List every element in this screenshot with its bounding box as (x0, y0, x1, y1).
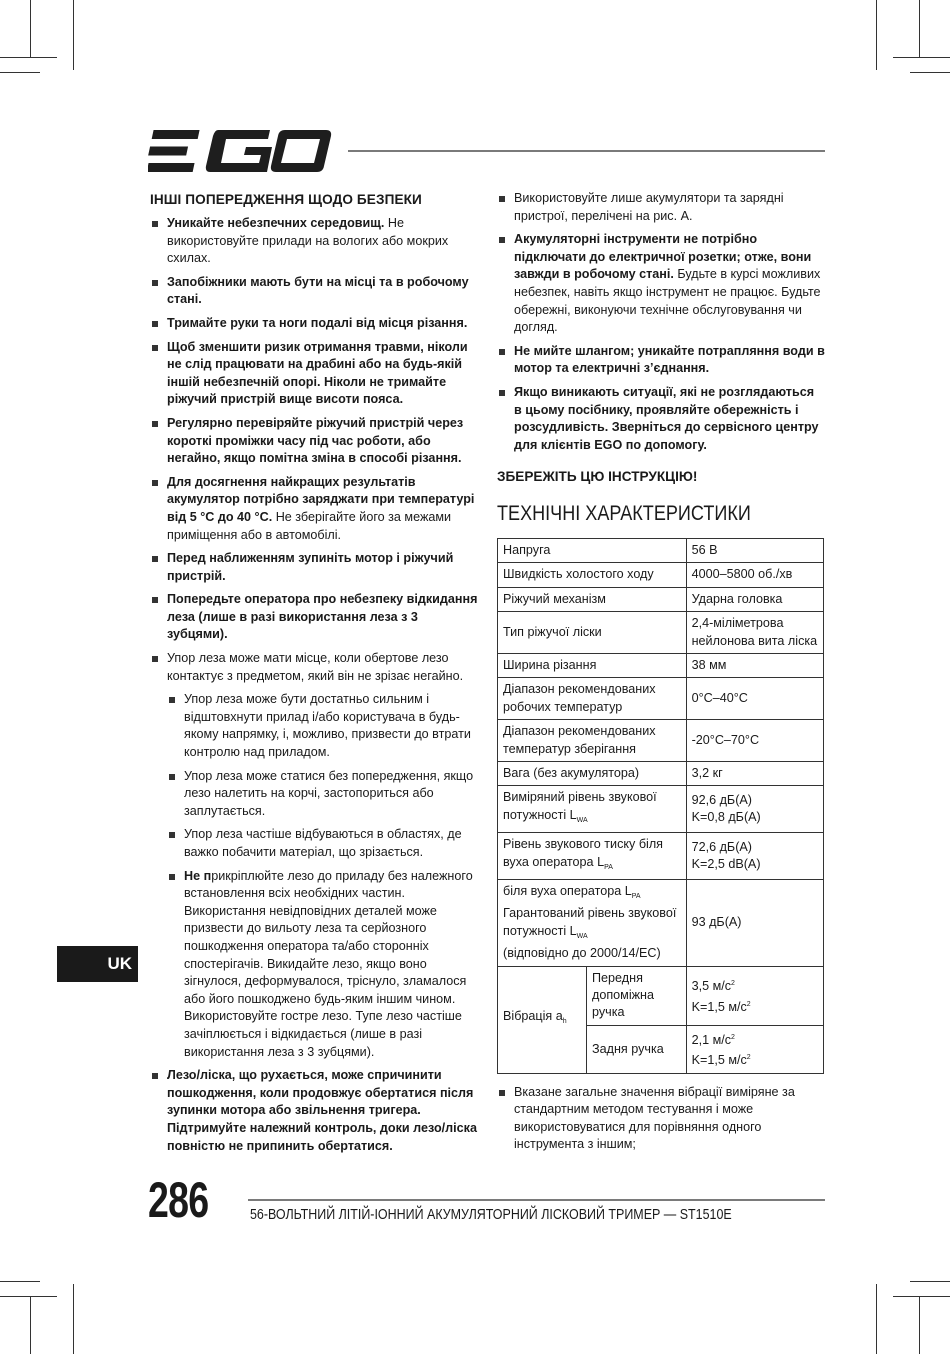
table-row (498, 587, 824, 611)
sub-list-item: Упор леза частіше відбуваються в областях, де важко побачити матеріал, що зрізається. (167, 826, 478, 861)
language-tab: UK (57, 946, 138, 982)
table-row (498, 833, 824, 880)
spec-label: Ріжучий механізм (498, 587, 687, 611)
table-row (498, 653, 824, 677)
sub-list-item: Упор леза може статися без попередження, якщо лезо налетить на корчі, застопориться або заплутається. (167, 768, 478, 821)
footer-title: 56-ВОЛЬТНИЙ ЛІТІЙ-ІОННИЙ АКУМУЛЯТОРНИЙ ЛІСКОВИЙ ТРИМЕР — ST1510E (250, 1207, 732, 1223)
right-column (497, 190, 825, 1160)
list-item: Використовуйте лише акумулятори та зарядні пристрої, перелічені на рис. A. (497, 190, 825, 225)
crop-mark (919, 1297, 920, 1354)
spec-value: 3,2 кг (686, 761, 823, 785)
sub-list-item: Не прикріплюйте лезо до приладу без належного встановлення всіх необхідних частин. Використання невідповідних деталей може призвести до вильоту леза та серйозного пошкодження оператора та/або сторонніх спостерігачів. Викидайте лезо, якщо воно зігнулося, деформувалося, тріснуло, зламалося або його пошкоджено будь-яким іншим чином. Використовуйте гостре лезо. Тупе лезо частіше зачіплюється і відкидається (лише в разі використання леза з 3 зубцями). (167, 868, 478, 1062)
spec-value: 3,5 $м/с^2$ K=1,5 $м/с^2$ (686, 966, 823, 1025)
crop-mark (30, 0, 31, 57)
crop-mark (910, 1281, 950, 1282)
spec-label: Діапазон рекомендованих температур зберігання (498, 720, 687, 762)
list-item: Щоб зменшити ризик отримання травми, ніколи не слід працювати на драбині або на будь-якій іншій небезпечній опорі. Ніколи не тримайте ріжучий пристрій вище висоти пояса. (150, 339, 478, 409)
warnings-list (150, 215, 478, 1155)
spec-label: Тип ріжучої ліски (498, 612, 687, 654)
spec-label: Напруга (498, 538, 687, 562)
table-row (498, 612, 824, 654)
kickback-sublist (167, 691, 478, 1061)
sub-list-item: Упор леза може бути достатньо сильним і відштовхнути прилад і/або користувача в будь-якому напрямку, і, можливо, призвести до втрати контролю над приладом. (167, 691, 478, 761)
table-row (498, 538, 824, 562)
spec-sublabel: Задня ручка (587, 1025, 687, 1073)
table-row (498, 880, 824, 967)
spec-sublabel: Передня допоміжна ручка (587, 966, 687, 1025)
list-item: Запобіжники мають бути на місці та в робочому стані. (150, 274, 478, 309)
spec-label: Вага (без акумулятора) (498, 761, 687, 785)
crop-mark (73, 0, 74, 70)
vibration-note-list (497, 1084, 825, 1154)
list-item: Вказане загальне значення вібрації виміряне за стандартним методом тестування і може використовуватися для порівняння одного інструмента з іншим; (497, 1084, 825, 1154)
spec-value: Ударна головка (686, 587, 823, 611)
spec-label: Вібрація $a_h$ (498, 966, 587, 1073)
page-number: 286 (148, 1172, 209, 1228)
spec-value: 2,1 $м/с^2$ K=1,5 $м/с^2$ (686, 1025, 823, 1073)
ego-logo (148, 128, 333, 174)
spec-value: 2,4-міліметрова нейлонова вита ліска (686, 612, 823, 654)
spec-value: -20°C–70°C (686, 720, 823, 762)
table-row (498, 563, 824, 587)
list-item: Не мийте шлангом; уникайте потрапляння води в мотор та електричні з’єднання. (497, 343, 825, 378)
crop-mark (910, 72, 950, 73)
warnings-list-continued (497, 190, 825, 454)
crop-mark (0, 1296, 57, 1297)
crop-mark (0, 1281, 40, 1282)
specs-table (497, 538, 824, 1074)
crop-mark (893, 1296, 950, 1297)
footer-rule (248, 1199, 825, 1201)
specs-title: ТЕХНІЧНІ ХАРАКТЕРИСТИКИ (497, 501, 751, 525)
list-item: Перед наближенням зупиніть мотор і ріжучий пристрій. (150, 550, 478, 585)
list-item: Упор леза може мати місце, коли обертове лезо контактує з предметом, який він не зрізає негайно. Упор леза може бути достатньо сильним і відштовхнути прилад і/або користувача в будь-якому напрямку, і, можливо, призвести до втрати контролю над приладом. Упор леза може статися без попередження, якщо лезо налетить на корчі, застопориться або заплутається. Упор леза частіше відбуваються в областях, де важко побачити матеріал, що зрізається. Не прикріплюйте лезо до приладу без належного встановлення всіх необхідних частин. Використання невідповідних деталей може призвести до вильоту леза та серйозного пошкодження оператора та/або сторонніх спостерігачів. Викидайте лезо, якщо воно зігнулося, деформувалося, тріснуло, зламалося або його пошкоджено будь-яким іншим чином. Використовуйте гостре лезо. Тупе лезо частіше зачіплюється і відкидається (лише в разі використання леза з 3 зубцями). (150, 650, 478, 1061)
spec-value: 72,6 дБ(A) K=2,5 dB(A) (686, 833, 823, 880)
spec-label: Рівень звукового тиску біля вуха оператора $L_{PA}$ (498, 833, 687, 880)
list-item: Для досягнення найкращих результатів акумулятор потрібно заряджати при температурі від 5 °C до 40 °C. Не зберігайте його за межами приміщення або в автомобілі. (150, 474, 478, 544)
crop-mark (0, 57, 57, 58)
crop-mark (876, 1284, 877, 1354)
spec-label: Діапазон рекомендованих робочих температур (498, 678, 687, 720)
list-item: Лезо/ліска, що рухається, може спричинити пошкодження, коли продовжує обертатися після зупинки мотора або звільнення тригера. Підтримуйте належний контроль, доки лезо/ліска повністю не припинить обертатися. (150, 1067, 478, 1155)
list-item: Попередьте оператора про небезпеку відкидання леза (лише в разі використання леза з 3 зубцями). (150, 591, 478, 644)
spec-value: 0°C–40°C (686, 678, 823, 720)
save-instructions: ЗБЕРЕЖІТЬ ЦЮ ІНСТРУКЦІЮ! (497, 469, 698, 485)
list-item: Якщо виникають ситуації, які не розглядаються в цьому посібнику, проявляйте обережність і розсудливість. Зверніться до сервісного центру для клієнтів EGO по допомогу. (497, 384, 825, 454)
list-item: Уникайте небезпечних середовищ. Не використовуйте прилади на вологих або мокрих схилах. (150, 215, 478, 268)
crop-mark (30, 1297, 31, 1354)
table-row (498, 966, 824, 1025)
header-rule (348, 150, 825, 152)
crop-mark (876, 0, 877, 70)
table-row (498, 761, 824, 785)
spec-value: 93 дБ(A) (686, 880, 823, 967)
table-row (498, 720, 824, 762)
section-heading: ІНШІ ПОПЕРЕДЖЕННЯ ЩОДО БЕЗПЕКИ (150, 192, 422, 207)
spec-label: Виміряний рівень звукової потужності $L_{WA}$ (498, 786, 687, 833)
left-column (150, 191, 478, 1161)
crop-mark (0, 72, 40, 73)
spec-label: Швидкість холостого ходу (498, 563, 687, 587)
list-item: Тримайте руки та ноги подалі від місця різання. (150, 315, 478, 333)
list-item: Регулярно перевіряйте ріжучий пристрій через короткі проміжки часу під час роботи, або негайно, якщо помітна зміна в способі різання. (150, 415, 478, 468)
spec-value: 56 В (686, 538, 823, 562)
spec-value: 4000–5800 об./хв (686, 563, 823, 587)
table-row (498, 786, 824, 833)
list-item: Акумуляторні інструменти не потрібно підключати до електричної розетки; отже, вони завжди в робочому стані. Будьте в курсі можливих небезпек, навіть якщо інструмент не працює. Будьте обережні, виконуючи технічне обслуговування чи догляд. (497, 231, 825, 337)
spec-label: Ширина різання (498, 653, 687, 677)
spec-value: 38 мм (686, 653, 823, 677)
crop-mark (893, 57, 950, 58)
spec-value: 92,6 дБ(A) K=0,8 дБ(A) (686, 786, 823, 833)
crop-mark (73, 1284, 74, 1354)
spec-label: біля вуха оператора $L_{PA}$ Гарантований рівень звукової потужності $L_{WA}$ (відповідно до 2000/14/EC) (498, 880, 687, 967)
crop-mark (919, 0, 920, 57)
table-row (498, 678, 824, 720)
